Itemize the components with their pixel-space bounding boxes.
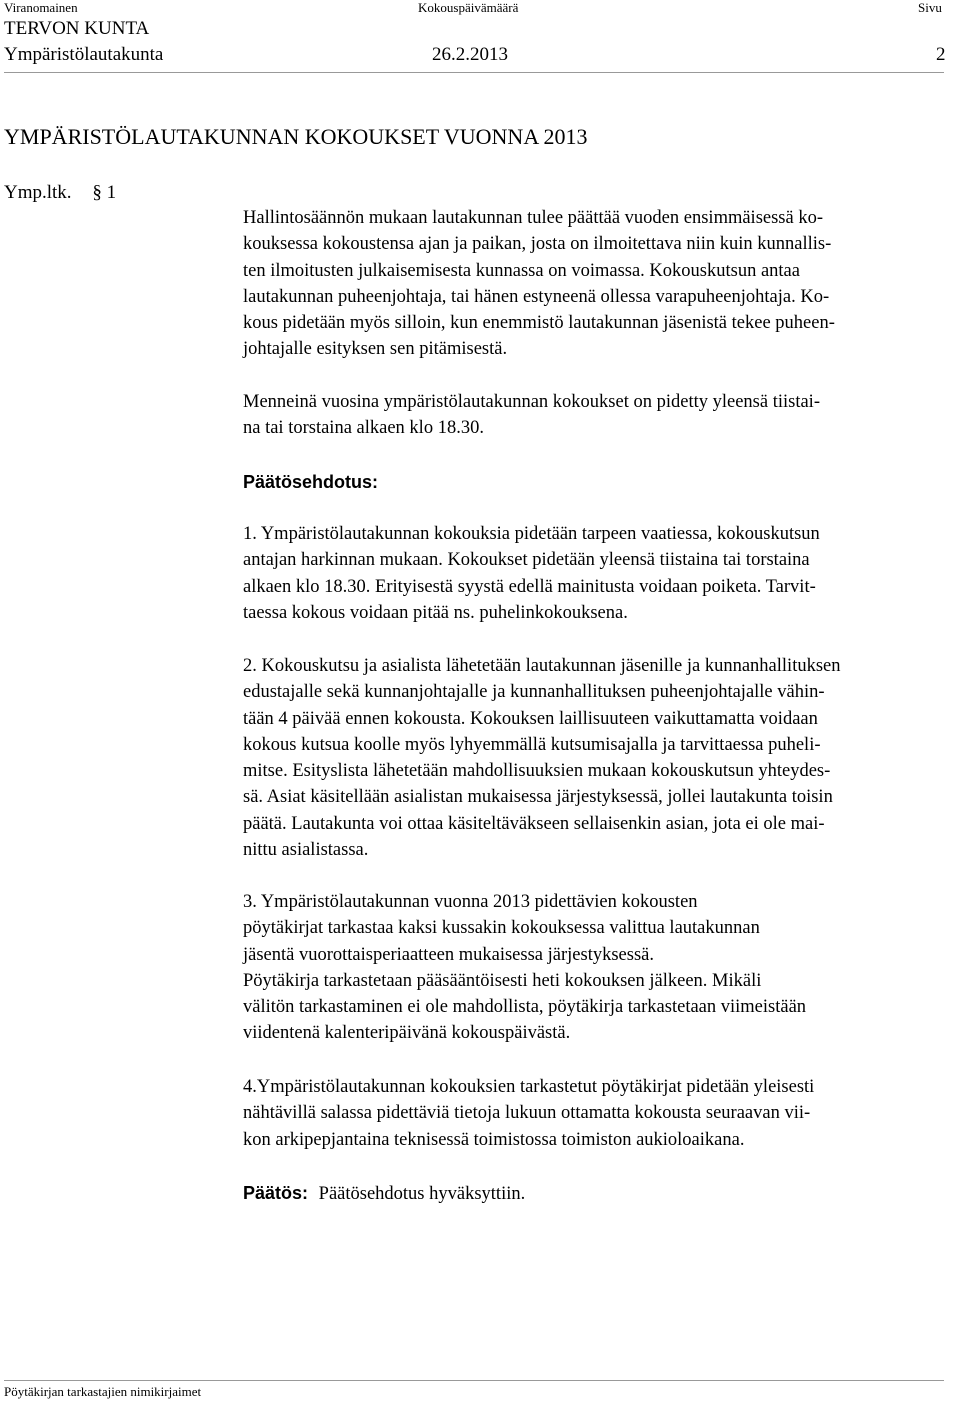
text-line: alkaen klo 18.30. Erityisestä syystä edellä mainitusta voidaan poiketa. Tarvit- [243, 576, 816, 597]
section-number: § 1 [92, 182, 117, 203]
text-line: ten ilmoitusten julkaisemisesta kunnassa on voimassa. Kokouskutsun antaa [243, 260, 800, 281]
authority-name: Ympäristölautakunta [4, 44, 164, 65]
text-line: pöytäkirjat tarkastaa kaksi kussakin kokouksessa valittua lautakunnan [243, 918, 760, 939]
footer-rule [4, 1380, 944, 1381]
proposal-heading: Päätösehdotus: [243, 472, 379, 492]
meeting-date: 26.2.2013 [432, 44, 508, 65]
text-line: 3. Ympäristölautakunnan vuonna 2013 pidettävien kokousten [243, 892, 698, 912]
history-paragraph [243, 389, 955, 442]
text-line: Menneinä vuosina ympäristölautakunnan kokoukset on pidetty yleensä tiistai- [243, 392, 820, 412]
text-line: edustajalle sekä kunnanjohtajalle ja kunnanhallituksen puheenjohtajalle vähin- [243, 682, 825, 703]
text-line: 1. Ympäristölautakunnan kokouksia pidetään tarpeen vaatiessa, kokouskutsun [243, 524, 820, 544]
text-line: taessa kokous voidaan pitää ns. puhelinkokouksena. [243, 602, 628, 623]
text-line: antajan harkinnan mukaan. Kokoukset pidetään yleensä tiistaina tai torstaina [243, 550, 810, 571]
footer-signatures-label: Pöytäkirjan tarkastajien nimikirjaimet [4, 1384, 202, 1399]
text-line: jäsentä vuorottaisperiaatteen mukaisessa järjestyksessä. [243, 944, 654, 965]
header-rule [4, 72, 944, 73]
text-line: viidentenä kalenteripäivänä kokouspäivästä. [243, 1023, 571, 1044]
text-line: kouksessa kokoustensa ajan ja paikan, josta on ilmoitettava niin kuin kunnallis- [243, 234, 832, 255]
proposal-item-2 [243, 653, 959, 863]
text-line: Pöytäkirja tarkastetaan pääsääntöisesti heti kokouksen jälkeen. Mikäli [243, 970, 762, 991]
text-line: lautakunnan puheenjohtaja, tai hänen estyneenä ollessa varapuheenjohtaja. Ko- [243, 286, 830, 307]
municipality-name: TERVON KUNTA [4, 18, 150, 39]
header-label-page: Sivu [918, 0, 942, 15]
text-line: tään 4 päivää ennen kokousta. Kokouksen laillisuuteen vaikuttamatta voidaan [243, 708, 818, 729]
decision-text: Päätösehdotus hyväksyttiin. [318, 1184, 526, 1204]
text-line: kokous kutsua koolle myös lyhyemmällä kutsumisajalla ja tarvittaessa puheli- [243, 734, 821, 755]
text-line: kous pidetään myös silloin, kun enemmistö lautakunnan jäsenistä tekee puheen- [243, 313, 835, 334]
header-label-authority: Viranomainen [4, 0, 78, 15]
text-line: na tai torstaina alkaen klo 18.30. [243, 418, 484, 439]
text-line: nittu asialistassa. [243, 840, 369, 861]
page-number: 2 [936, 44, 946, 65]
proposal-item-4 [243, 1074, 955, 1153]
decision [243, 1180, 955, 1207]
proposal-item-1 [243, 521, 955, 626]
header-label-meeting-date: Kokouspäivämäärä [418, 0, 519, 15]
text-line: nähtävillä salassa pidettäviä tietoja lukuun ottamatta kokousta seuraavan vii- [243, 1103, 811, 1124]
page-title: YMPÄRISTÖLAUTAKUNNAN KOKOUKSET VUONNA 2013 [4, 124, 588, 149]
decision-label: Päätös: [243, 1183, 309, 1203]
text-line: mitse. Esityslista lähetetään mahdollisuuksien mukaan kokouskutsun yhteydes- [243, 761, 831, 782]
section-reference [4, 181, 116, 205]
text-line: välitön tarkastaminen ei ole mahdollista, pöytäkirja tarkastetaan viimeistään [243, 997, 807, 1018]
text-line: sä. Asiat käsitellään asialistan mukaisessa järjestyksessä, jollei lautakunta toisin [243, 787, 833, 808]
text-line: Hallintosäännön mukaan lautakunnan tulee päättää vuoden ensimmäisessä ko- [243, 208, 824, 228]
text-line: 2. Kokouskutsu ja asialista lähetetään lautakunnan jäsenille ja kunnanhallituksen [243, 656, 841, 676]
proposal-item-3 [243, 889, 955, 1047]
section-ref-label: Ymp.ltk. [4, 182, 72, 203]
text-line: päätä. Lautakunta voi ottaa käsiteltäväkseen sellaisenkin asian, jota ei ole mai- [243, 813, 825, 834]
text-line: kon arkipерjantaina teknisessä toimistossa toimiston aukioloaikana. [243, 1129, 745, 1150]
text-line: 4.Ympäristölautakunnan kokouksien tarkastetut pöytäkirjat pidetään yleisesti [243, 1077, 815, 1097]
text-line: johtajalle esityksen sen pitämisestä. [243, 339, 508, 360]
intro-paragraph [243, 205, 955, 363]
